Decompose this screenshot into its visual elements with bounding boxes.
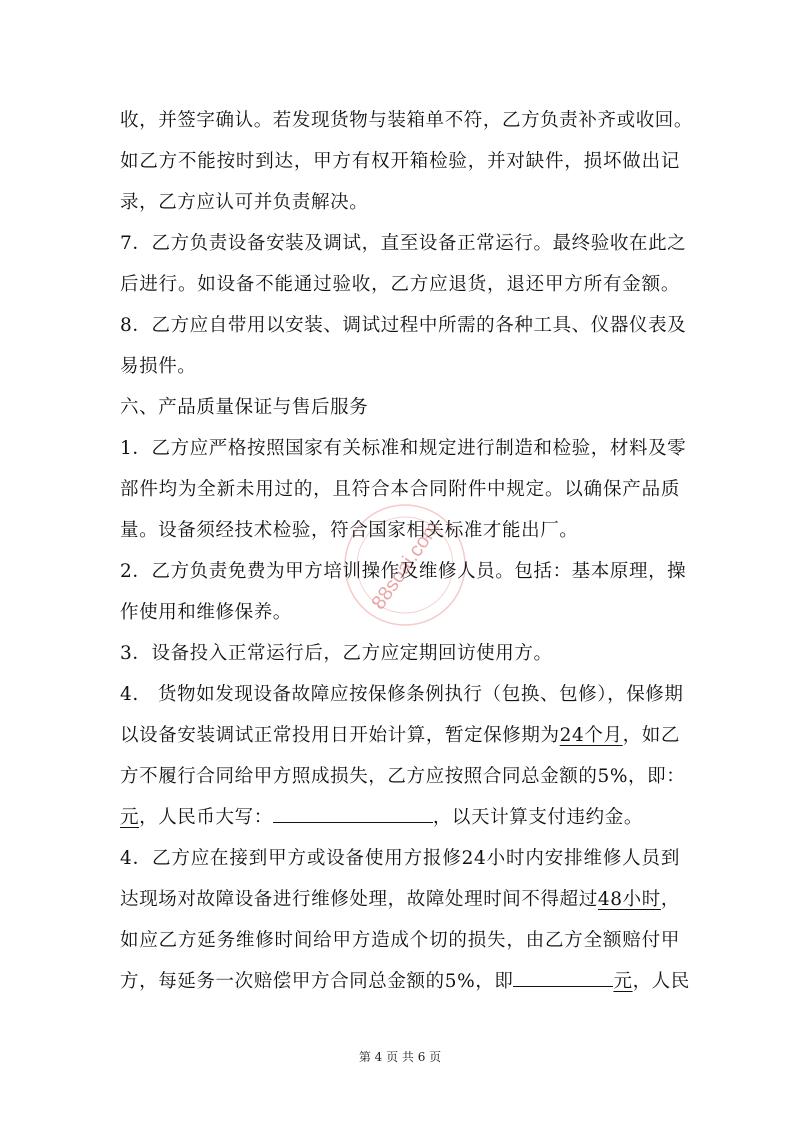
- text-line: [120, 715, 680, 756]
- amount-blank-field[interactable]: [273, 804, 433, 823]
- text-span: ，: [660, 889, 680, 910]
- text-line: 1．乙方应严格按照国家有关标准和规定进行制造和检验，材料及零: [120, 438, 687, 459]
- text-line: 收，并签字确认。若发现货物与装箱单不符，乙方负责补齐或收回。: [120, 110, 694, 131]
- document-body: [120, 100, 694, 1002]
- text-line: 录，乙方应认可并负责解决。: [120, 192, 369, 213]
- section-heading: 六、产品质量保证与售后服务: [120, 397, 369, 418]
- text-line: 8．乙方应自带用以安装、调试过程中所需的各种工具、仪器仪表及: [120, 315, 687, 336]
- amount-blank-field[interactable]: [513, 968, 613, 987]
- text-span: 达现场对故障设备进行维修处理，故障处理时间不得超过: [120, 889, 598, 910]
- text-span: ，人民: [632, 971, 690, 992]
- text-span: ，如乙: [622, 725, 680, 746]
- repair-time-limit: 48小时: [597, 889, 661, 910]
- text-line: 7．乙方负责设备安装及调试，直至设备正常运行。最终验收在此之: [120, 233, 687, 254]
- text-line: 方不履行合同给甲方照成损失，乙方应按照合同总金额的5%，即：: [120, 766, 686, 787]
- text-span: ，以天计算支付违约金。: [432, 807, 643, 828]
- text-line: 量。设备须经技术检验，符合国家相关标准才能出厂。: [120, 520, 579, 541]
- text-line: 4．乙方应在接到甲方或设备使用方报修24小时内安排维修人员到: [120, 848, 680, 869]
- text-span: ，人民币大写：: [139, 807, 273, 828]
- text-span: 以设备安装调试正常投用日开始计算，暂定保修期为: [120, 725, 560, 746]
- text-line: 作使用和维修保养。: [120, 602, 292, 623]
- text-line: 3．设备投入正常运行后，乙方应定期回访使用方。: [120, 643, 553, 664]
- text-line: [120, 879, 680, 920]
- text-line: 2．乙方负责免费为甲方培训操作及维修人员。包括：基本原理，操: [120, 561, 687, 582]
- text-line: [120, 797, 680, 838]
- text-line: 部件均为全新未用过的，且符合本合同附件中规定。以确保产品质: [120, 479, 680, 500]
- text-line: 后进行。如设备不能通过验收，乙方应退货，退还甲方所有金额。: [120, 274, 680, 295]
- text-line: 易损件。: [120, 356, 197, 377]
- text-line: [120, 961, 690, 1002]
- amount-unit: 元: [120, 807, 140, 828]
- text-line: 如乙方不能按时到达，甲方有权开箱检验，并对缺件，损坏做出记: [120, 151, 680, 172]
- text-span: 方，每延务一次赔偿甲方合同总金额的5%，即: [120, 971, 514, 992]
- page-number: 第 4 页 共 6 页: [358, 1050, 442, 1064]
- watermark-text: 88soai.com: [367, 517, 445, 614]
- text-line: 4. 货物如发现设备故障应按保修条例执行（包换、包修），保修期: [120, 684, 684, 705]
- amount-unit: 元: [613, 971, 633, 992]
- text-line: 如应乙方延务维修时间给甲方造成个切的损失，由乙方全额赔付甲: [120, 930, 680, 951]
- warranty-period: 24个月: [559, 725, 623, 746]
